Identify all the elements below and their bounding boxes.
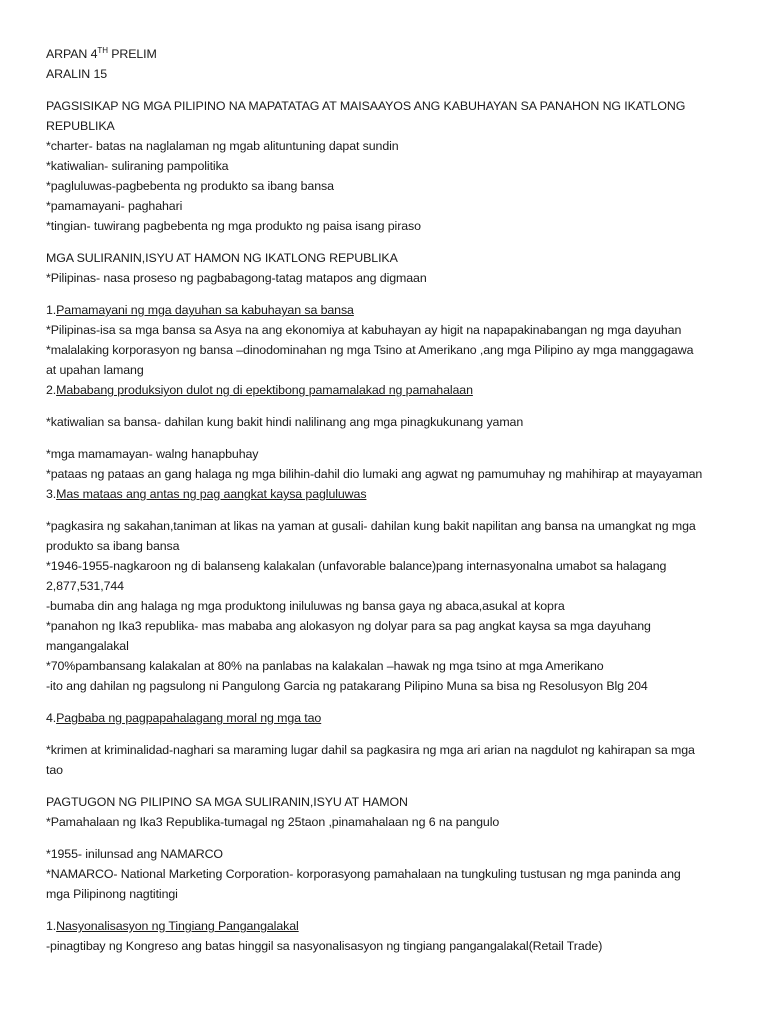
topic-heading-1 — [46, 300, 736, 320]
topic3-line: *pagkasira ng sakahan,taniman at likas na yaman at gusali- dahilan kung bakit napilitan ang bansa na umangkat ng mga — [46, 519, 696, 533]
topic-title: Mababang produksiyon dulot ng di epektibong pamamalakad ng pamahalaan — [56, 383, 473, 397]
definition-item: *pagluluwas-pagbebenta ng produkto sa ibang bansa — [46, 179, 334, 193]
definition-item: *tingian- tuwirang pagbebenta ng mga produkto ng paisa isang piraso — [46, 219, 421, 233]
section2-intro: *Pilipinas- nasa proseso ng pagbabagong-tatag matapos ang digmaan — [46, 271, 427, 285]
topic-number: 4. — [46, 711, 57, 725]
topic-heading-3 — [46, 484, 736, 504]
section3-line: *NAMARCO- National Marketing Corporation- korporasyong pamahalaan na tungkuling tustusan ng mga paninda ang — [46, 867, 681, 881]
topic-number: 2. — [46, 383, 57, 397]
section1-heading-line1: PAGSISIKAP NG MGA PILIPINO NA MAPATATAG AT MAISAAYOS ANG KABUHAYAN SA PANAHON NG IKATLONG — [46, 99, 686, 113]
definition-item: *charter- batas na naglalaman ng mgab alituntuning dapat sundin — [46, 139, 399, 153]
topic4-line: *krimen at kriminalidad-naghari sa maraming lugar dahil sa pagkasira ng mga ari arian na nagdulot ng kahirapan sa mga — [46, 743, 695, 757]
title-main: ARPAN 4 — [46, 47, 98, 61]
document-title — [46, 44, 736, 64]
section3-line: *1955- inilunsad ang NAMARCO — [46, 847, 223, 861]
topic2-line: *mga mamamayan- walng hanapbuhay — [46, 447, 259, 461]
topic-heading-4 — [46, 708, 736, 728]
topic-title: Nasyonalisasyon ng Tingiang Pangangalakal — [56, 919, 299, 933]
title-tail: PRELIM — [107, 47, 157, 61]
topic3-line: produkto sa ibang bansa — [46, 539, 180, 553]
topic4-line: tao — [46, 763, 63, 777]
section3-topic-heading-1 — [46, 916, 736, 936]
section3-line: *Pamahalaan ng Ika3 Republika-tumagal ng 25taon ,pinamahalaan ng 6 na pangulo — [46, 815, 500, 829]
section3-heading: PAGTUGON NG PILIPINO SA MGA SULIRANIN,ISYU AT HAMON — [46, 795, 408, 809]
topic-title: Pamamayani ng mga dayuhan sa kabuhayan sa bansa — [56, 303, 354, 317]
document-page — [46, 44, 736, 956]
topic-title: Mas mataas ang antas ng pag aangkat kaysa pagluluwas — [56, 487, 367, 501]
topic3-line: *70%pambansang kalakalan at 80% na panlabas na kalakalan –hawak ng mga tsino at mga Amerikano — [46, 659, 604, 673]
topic-number: 1. — [46, 303, 57, 317]
topic2-line: *katiwalian sa bansa- dahilan kung bakit hindi nalilinang ang mga pinagkukunang yaman — [46, 415, 524, 429]
title-superscript: TH — [97, 46, 108, 55]
section3-topic1-line: -pinagtibay ng Kongreso ang batas hinggil sa nasyonalisasyon ng tingiang pangangalakal(Retail Trade) — [46, 939, 603, 953]
definition-item: *pamamayani- paghahari — [46, 199, 183, 213]
definition-item: *katiwalian- suliraning pampolitika — [46, 159, 229, 173]
lesson-label: ARALIN 15 — [46, 67, 108, 81]
topic-title: Pagbaba ng pagpapahalagang moral ng mga tao — [56, 711, 322, 725]
topic3-line: mangangalakal — [46, 639, 129, 653]
section1-heading-line2: REPUBLIKA — [46, 119, 115, 133]
topic3-line: *1946-1955-nagkaroon ng di balanseng kalakalan (unfavorable balance)pang internasyonalna umabot sa halagang — [46, 559, 667, 573]
topic-number: 3. — [46, 487, 57, 501]
topic-number: 1. — [46, 919, 57, 933]
topic1-line: at upahan lamang — [46, 363, 144, 377]
topic3-line: -bumaba din ang halaga ng mga produktong iniluluwas ng bansa gaya ng abaca,asukal at kopra — [46, 599, 565, 613]
topic2-line: *pataas ng pataas an gang halaga ng mga bilihin-dahil dio lumaki ang agwat ng pamumuhay ng mahihirap at mayayaman — [46, 467, 703, 481]
topic3-line: *panahon ng Ika3 republika- mas mababa ang alokasyon ng dolyar para sa pag angkat kaysa sa mga dayuhang — [46, 619, 651, 633]
topic1-line: *malalaking korporasyon ng bansa –dinodominahan ng mga Tsino at Amerikano ,ang mga Pilipino ay mga manggagawa — [46, 343, 694, 357]
topic3-line: -ito ang dahilan ng pagsulong ni Pangulong Garcia ng patakarang Pilipino Muna sa bisa ng Resolusyon Blg 204 — [46, 679, 648, 693]
section3-line: mga Pilipinong nagtitingi — [46, 887, 178, 901]
topic3-line: 2,877,531,744 — [46, 579, 124, 593]
topic1-line: *Pilipinas-isa sa mga bansa sa Asya na ang ekonomiya at kabuhayan ay higit na napapakinabangan ng mga dayuhan — [46, 323, 682, 337]
topic-heading-2 — [46, 380, 736, 400]
section2-heading: MGA SULIRANIN,ISYU AT HAMON NG IKATLONG REPUBLIKA — [46, 251, 398, 265]
